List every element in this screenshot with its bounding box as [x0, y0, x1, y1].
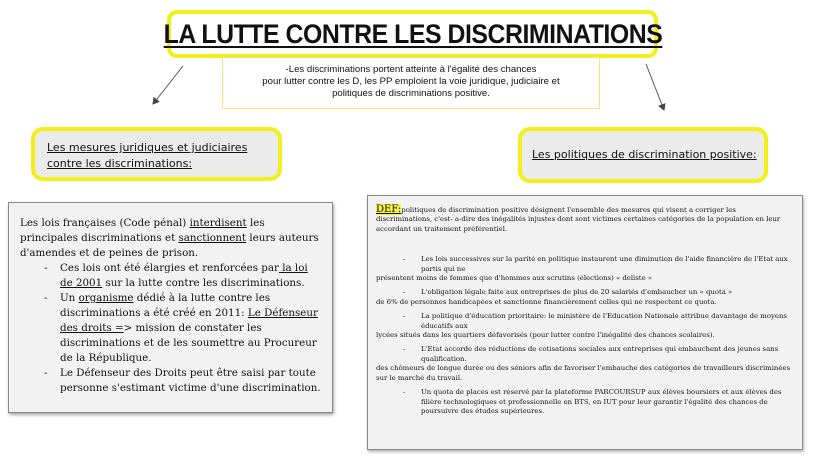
text-segment: leurs auteurs d'amendes et de peines de prison. [20, 232, 319, 259]
intro-line-3: politiques de discriminations positive. [332, 88, 490, 99]
text-segment: Un [60, 292, 79, 304]
legal-intro-paragraph [20, 216, 322, 261]
list-item-text: L'Etat accorde des réductions de cotisations sociales aux entreprises qui embauchent des jeunes sans qualification. [421, 345, 779, 363]
intro-line-2: pour lutter contre les D, les PP emploient la voie juridique, judiciaire et [262, 76, 560, 87]
list-item [376, 345, 794, 364]
bullet-dash: - [44, 292, 48, 304]
bullet-dash: - [44, 367, 48, 379]
arrow-right [646, 64, 664, 110]
text-underlined: organisme [78, 292, 134, 304]
list-item-continuation: présentent moins de femmes que d'hommes aux scrutins (élections) « deliste » [376, 274, 653, 283]
legal-measures-panel [8, 202, 333, 413]
definition-text: politiques de discrimination positive désignent l'ensemble des mesures qui visent a corriger les discriminations, c'est- a-dire des inégalités injustes dont sont victimes certaines catégories de la population en leur accordant un traitement préférentiel. [376, 206, 781, 233]
bullet-dash: - [403, 288, 406, 297]
list-item-continuation: des chômeurs de longue durée ou des séniors afin de favoriser l'embauche des catégories de travailleurs discriminées sur le marché du travail. [376, 364, 791, 382]
title-box [163, 10, 662, 58]
bullet-dash: - [403, 345, 406, 354]
positive-discrimination-heading-text: Les politiques de discrimination positive: [532, 148, 757, 161]
list-item [20, 366, 322, 396]
list-item-continuation: de 6% de personnes handicapées et sanctionne financièrement celles qui ne respectent ce quota. [376, 297, 717, 306]
positive-discrimination-panel [367, 195, 803, 450]
list-item-text: La politique d'éducation prioritaire: le ministère de l'Education Nationale attribue davantage de moyens éducatifs aux [421, 312, 787, 330]
intro-box [222, 57, 600, 109]
bullet-dash: - [403, 388, 406, 397]
list-item [376, 255, 794, 274]
list-item [376, 288, 794, 297]
list-item [20, 291, 322, 366]
list-item-continuation: lycées situés dans les quartiers défavorisés (pour lutter contre l'inégalité des chances scolaires). [376, 331, 715, 340]
list-item [376, 388, 794, 416]
list-item-text: L'obligation légale faite aux entreprises de plus de 20 salariés d'embaucher un « quota » [421, 288, 733, 297]
text-underlined: Le Défenseur des droits = [60, 307, 318, 334]
text-underlined: la loi de 2001 [60, 262, 308, 289]
list-item-text: Un quota de places est réservé par la plateforme PARCOURSUP aux élèves boursiers et aux élèves des filière technologiques et professionnelle en BTS, en IUT pour leur garantir l'égalité des chances de poursuivre des études supérieures. [421, 388, 782, 415]
text-underlined: sanctionnent [178, 232, 247, 244]
arrow-left [153, 66, 183, 104]
legal-measures-heading [31, 127, 282, 181]
list-item [20, 261, 322, 291]
text-segment: Ces lois ont été élargies et renforcées par [60, 262, 279, 274]
text-underlined: interdisent [189, 217, 247, 229]
text-segment: > mission de constater les discriminations et de les soumettre au Procureur de la République. [60, 322, 317, 364]
list-item-text: Les lois successives sur la parité en politique instaurent une diminution de l'aide financière de l'Etat aux partis qui ne [421, 255, 788, 273]
legal-measures-list [20, 261, 322, 396]
text-segment: sur la lutte contre les discriminations. [102, 277, 305, 289]
bullet-dash: - [44, 262, 48, 274]
intro-line-1: -Les discriminations portent atteinte à l'égalité des chances [285, 64, 537, 75]
definition [376, 205, 794, 234]
text-segment: Les lois françaises (Code pénal) [20, 217, 190, 229]
text-segment: dédié à la lutte contre les discriminations a été créé en 2011: [60, 292, 271, 319]
positive-discrimination-heading [518, 127, 768, 183]
bullet-dash: - [403, 255, 406, 264]
legal-measures-heading-text: Les mesures juridiques et judiciaires contre les discriminations: [47, 141, 248, 170]
list-item [376, 312, 794, 331]
text-segment: les principales discriminations et [20, 217, 265, 244]
text-segment: Le Défenseur des Droits peut être saisi par toute personne s'estimant victime d'une discrimination. [60, 367, 321, 394]
bullet-dash: - [403, 312, 406, 321]
definition-label: DEF: [376, 204, 402, 215]
page-title: LA LUTTE CONTRE LES DISCRIMINATIONS [163, 18, 662, 49]
